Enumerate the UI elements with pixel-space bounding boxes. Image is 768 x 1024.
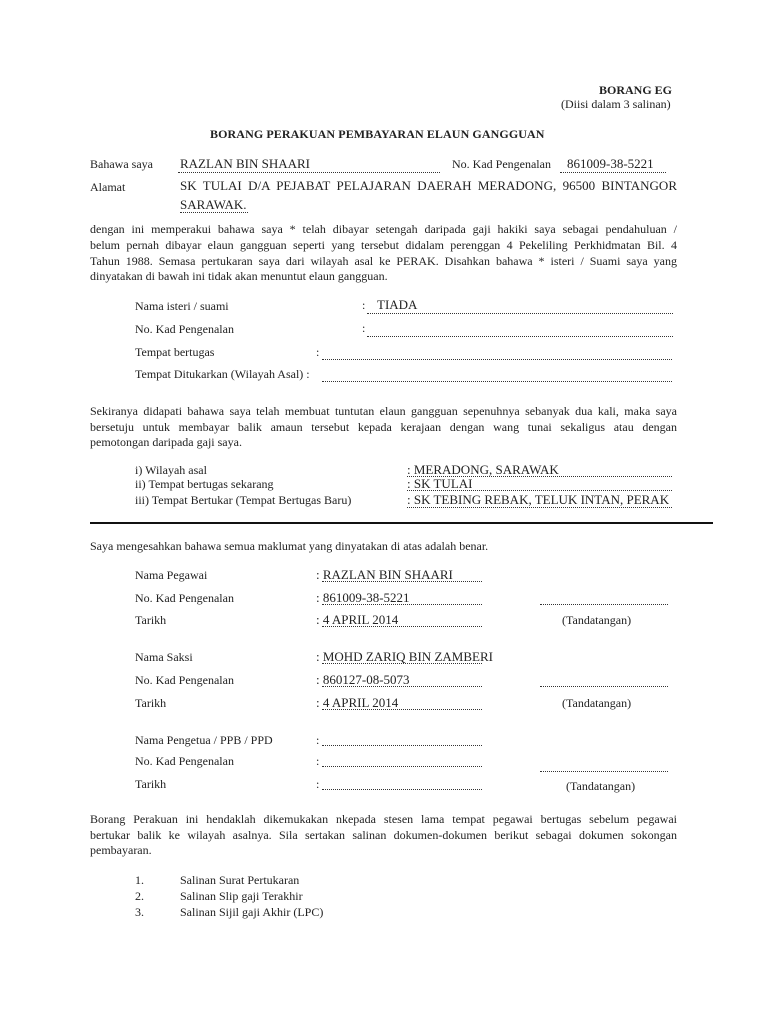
location-value-2: : SK TULAI — [407, 476, 473, 491]
location-label-3: iii) Tempat Bertukar (Tempat Bertugas Baru) — [135, 493, 352, 507]
head-date-line — [322, 789, 482, 790]
applicant-ic: 861009-38-5221 — [567, 156, 654, 171]
officer-date-line — [322, 626, 482, 627]
head-signature-label: (Tandatangan) — [566, 779, 636, 793]
witness-ic-line — [322, 686, 482, 687]
declaration-line-1: dengan ini memperakui bahawa saya * telah dibayar setengah daripada gaji hakiki saya sebagai pendahuluan / — [90, 222, 677, 236]
officer-date: : 4 APRIL 2014 — [316, 612, 399, 627]
attachment-num-3: 3. — [135, 905, 144, 919]
head-date-label: Tarikh — [135, 777, 167, 791]
verification-statement: Saya mengesahkan bahawa semua maklumat yang dinyatakan di atas adalah benar. — [90, 539, 489, 553]
address-underline — [180, 212, 248, 213]
witness-date-label: Tarikh — [135, 696, 167, 710]
head-date-colon: : — [316, 777, 320, 791]
officer-name: : RAZLAN BIN SHAARI — [316, 567, 453, 582]
applicant-name-line — [178, 172, 440, 173]
attachment-item-1: Salinan Surat Pertukaran — [180, 873, 300, 887]
witness-name: : MOHD ZARIQ BIN ZAMBERI — [316, 649, 493, 664]
address-label: Alamat — [90, 180, 126, 194]
witness-signature-label: (Tandatangan) — [562, 696, 632, 710]
witness-date: : 4 APRIL 2014 — [316, 695, 399, 710]
spouse-workplace-label: Tempat bertugas — [135, 345, 215, 359]
form-code: BORANG EG — [599, 83, 673, 97]
name-label: Bahawa saya — [90, 157, 153, 171]
location-value-3: : SK TEBING REBAK, TELUK INTAN, PERAK — [407, 492, 670, 507]
declaration-line-2: belum pernah dibayar elaun gangguan seperti yang tersebut didalam perenggan 4 Pekeliling Perkhidmatan Bil. 4 — [90, 238, 677, 252]
applicant-name: RAZLAN BIN SHAARI — [180, 156, 310, 171]
attachment-num-2: 2. — [135, 889, 144, 903]
repayment-line-1: Sekiranya didapati bahawa saya telah membuat tuntutan elaun gangguan sepenuhnya sebanyak dua kali, maka saya — [90, 404, 677, 418]
officer-date-label: Tarikh — [135, 613, 167, 627]
spouse-transfer-label: Tempat Ditukarkan (Wilayah Asal) : — [135, 367, 310, 381]
witness-date-line — [322, 709, 482, 710]
applicant-ic-line — [560, 172, 666, 173]
spouse-name-line — [367, 313, 673, 314]
location-label-2: ii) Tempat bertugas sekarang — [135, 477, 274, 491]
spouse-name-label: Nama isteri / suami — [135, 299, 229, 313]
head-signature-line — [540, 771, 668, 772]
head-name-line — [322, 745, 482, 746]
spouse-ic-label: No. Kad Pengenalan — [135, 322, 234, 336]
closing-line-2: bertukar balik ke wilayah asalnya. Sila sertakan salinan dokumen-dokumen berikut sebagai dokumen sokongan — [90, 828, 677, 842]
address-line-1: SK TULAI D/A PEJABAT PELAJARAN DAERAH MERADONG, 96500 BINTANGOR — [180, 178, 677, 193]
section-divider — [90, 522, 713, 524]
location-line-3 — [407, 507, 672, 508]
location-label-1: i) Wilayah asal — [135, 463, 207, 477]
spouse-transfer-line — [322, 381, 672, 382]
head-name-colon: : — [316, 733, 320, 747]
spouse-ic-line — [367, 336, 673, 337]
officer-signature-label: (Tandatangan) — [562, 613, 632, 627]
declaration-line-3: Tahun 1988. Semasa pertukaran saya dari wilayah asal ke PERAK. Disahkan bahawa * isteri / Suami saya yang — [90, 254, 677, 268]
attachment-item-2: Salinan Slip gaji Terakhir — [180, 889, 303, 903]
attachment-item-3: Salinan Sijil gaji Akhir (LPC) — [180, 905, 324, 919]
location-value-1: : MERADONG, SARAWAK — [407, 462, 559, 477]
head-name-label: Nama Pengetua / PPB / PPD — [135, 733, 273, 747]
address-line-2: SARAWAK. — [180, 197, 247, 212]
head-ic-label: No. Kad Pengenalan — [135, 754, 234, 768]
witness-name-label: Nama Saksi — [135, 650, 193, 664]
location-line-2 — [407, 490, 672, 491]
head-ic-colon: : — [316, 754, 320, 768]
ic-label: No. Kad Pengenalan — [452, 157, 551, 171]
spouse-ic-colon: : — [362, 321, 366, 335]
spouse-name-value: TIADA — [377, 297, 418, 312]
head-ic-line — [322, 766, 482, 767]
witness-signature-line — [540, 686, 668, 687]
officer-ic-label: No. Kad Pengenalan — [135, 591, 234, 605]
officer-ic-line — [322, 604, 482, 605]
officer-signature-line — [540, 604, 668, 605]
witness-ic-label: No. Kad Pengenalan — [135, 673, 234, 687]
spouse-workplace-colon: : — [316, 345, 320, 359]
attachment-num-1: 1. — [135, 873, 144, 887]
closing-line-3: pembayaran. — [90, 843, 152, 857]
repayment-line-3: pemotongan daripada gaji saya. — [90, 435, 242, 449]
declaration-line-4: dinyatakan di bawah ini tidak akan menuntut elaun gangguan. — [90, 269, 388, 283]
officer-name-label: Nama Pegawai — [135, 568, 208, 582]
form-title: BORANG PERAKUAN PEMBAYARAN ELAUN GANGGUAN — [210, 127, 545, 141]
officer-ic: : 861009-38-5221 — [316, 590, 410, 605]
witness-ic: : 860127-08-5073 — [316, 672, 410, 687]
copies-note: (Diisi dalam 3 salinan) — [561, 97, 671, 111]
spouse-workplace-line — [322, 359, 672, 360]
witness-name-line — [322, 663, 482, 664]
repayment-line-2: bersetuju untuk membayar balik amaun tersebut kepada kerajaan dengan wang tunai sekaligus atau dengan — [90, 420, 677, 434]
closing-line-1: Borang Perakuan ini hendaklah dikemukakan nkepada stesen lama tempat pegawai bertugas sebelum pegawai — [90, 812, 677, 826]
spouse-name-colon: : — [362, 298, 366, 312]
officer-name-line — [322, 581, 482, 582]
